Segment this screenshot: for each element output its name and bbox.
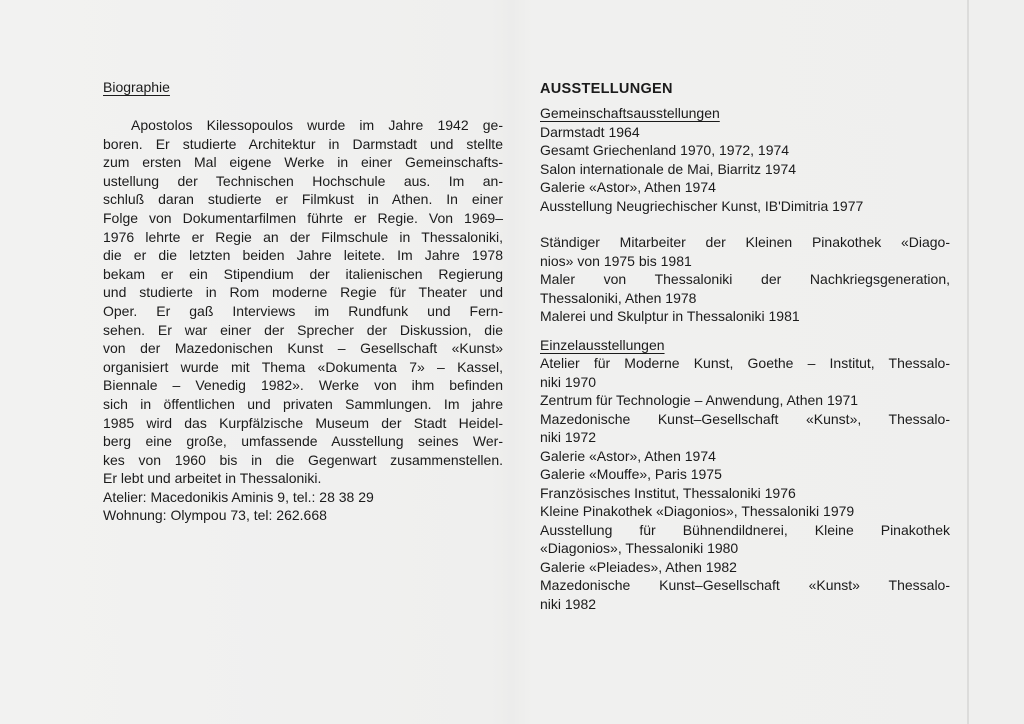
list-item: niki 1982 (540, 595, 597, 612)
biography-line: ustellung der Technischen Hochschule aus. Im an- (103, 172, 503, 189)
biography-line: zum ersten Mal eigene Werke in einer Gemeinschafts- (103, 154, 503, 171)
biography-line: sich in öffentlichen und privaten Sammlungen. Im jahre (103, 395, 503, 412)
list-item: «Diagonios», Thessaloniki 1980 (540, 540, 739, 556)
exhibitions-title: AUSSTELLUNGEN (540, 81, 673, 97)
biography-line: Apostolos Kilessopoulos wurde im Jahre 1942 ge- (131, 117, 503, 133)
biography-line: berg eine große, umfassende Ausstellung seines Wer- (103, 433, 503, 450)
biography-line: von der Mazedonischen Kunst – Gesellschaft «Kunst» (103, 340, 503, 357)
list-item: Galerie «Pleiades», Athen 1982 (540, 558, 737, 575)
home-address: Wohnung: Olympou 73, tel: 262.668 (103, 507, 327, 524)
spacer (540, 215, 950, 233)
list-item: Kleine Pinakothek «Diagonios», Thessaloniki 1979 (540, 503, 855, 519)
list-item: Französisches Institut, Thessaloniki 1976 (540, 484, 796, 501)
biography-line: Oper. Er gaß Interviews im Rundfunk und Fern- (103, 302, 503, 319)
list-item: Mazedonische Kunst–Gesellschaft «Kunst» Thessalo- (540, 577, 950, 593)
list-item: Darmstadt 1964 (540, 123, 640, 140)
biography-line: kes von 1960 bis in die Gegenwart zusammenstellen. (103, 451, 503, 468)
list-item: Mazedonische Kunst–Gesellschaft «Kunst», Thessalo- (540, 410, 950, 427)
list-item: Maler von Thessaloniki der Nachkriegsgeneration, (540, 271, 950, 287)
group-exhibitions-list (540, 123, 950, 216)
list-item: Gesamt Griechenland 1970, 1972, 1974 (540, 142, 790, 158)
solo-exhibitions-heading: Einzelausstellungen (540, 336, 665, 353)
list-item: nios» von 1975 bis 1981 (540, 252, 692, 269)
biography-line: 1985 wird das Kurpfälzische Museum der Stadt Heidel- (103, 414, 503, 431)
list-item: Galerie «Mouffe», Paris 1975 (540, 466, 722, 482)
list-item: Zentrum für Technologie – Anwendung, Athen 1971 (540, 392, 859, 408)
biography-line: Biennale – Venedig 1982». Werke von ihm befinden (103, 377, 503, 394)
biography-text (103, 116, 503, 488)
list-item: niki 1970 (540, 373, 597, 390)
biography-line: bekam er ein Stipendium der italienischen Regierung (103, 265, 503, 282)
list-item: Thessaloniki, Athen 1978 (540, 289, 697, 306)
biography-column (103, 78, 503, 525)
page-fold (967, 0, 969, 724)
biography-line: Folge von Dokumentarfilmen führte er Regie. Von 1969– (103, 209, 503, 226)
list-item: niki 1972 (540, 429, 597, 445)
list-item: Salon internationale de Mai, Biarritz 1974 (540, 160, 797, 177)
list-item: Ausstellung Neugriechischer Kunst, IB'Dimitria 1977 (540, 197, 864, 214)
biography-line: Er lebt und arbeitet in Thessaloniki. (103, 470, 322, 487)
list-item: Galerie «Astor», Athen 1974 (540, 179, 716, 195)
list-item: Galerie «Astor», Athen 1974 (540, 447, 716, 464)
biography-line: schluß daran studierte er Filmkust in Athen. In einer (103, 191, 503, 208)
biography-line: die er die letzten beiden Jahre leitete. Im Jahre 1978 (103, 247, 503, 264)
other-activities-list (540, 233, 950, 326)
list-item: Malerei und Skulptur in Thessaloniki 1981 (540, 308, 800, 324)
biography-line: boren. Er studierte Architektur in Darmstadt und stellte (103, 135, 503, 152)
biography-line: sehen. Er war einer der Sprecher der Diskussion, die (103, 321, 503, 338)
biography-line: organisiert wurde mit Thema «Dokumenta 7» – Kassel, (103, 358, 503, 375)
solo-exhibitions-list (540, 354, 950, 613)
spacer (540, 326, 950, 336)
exhibitions-column (540, 80, 950, 613)
list-item: Atelier für Moderne Kunst, Goethe – Institut, Thessalo- (540, 355, 950, 371)
list-item: Ständiger Mitarbeiter der Kleinen Pinakothek «Diago- (540, 234, 950, 250)
biography-line: 1976 lehrte er Regie an der Filmschule in Thessaloniki, (103, 228, 503, 245)
biography-line: und studierte in Rom moderne Regie für Theater und (103, 284, 503, 301)
atelier-address: Atelier: Macedonikis Aminis 9, tel.: 28 38 29 (103, 488, 374, 505)
list-item: Ausstellung für Bühnendildnerei, Kleine Pinakothek (540, 521, 950, 538)
biography-heading: Biographie (103, 79, 170, 95)
group-exhibitions-heading: Gemeinschaftsausstellungen (540, 105, 720, 121)
